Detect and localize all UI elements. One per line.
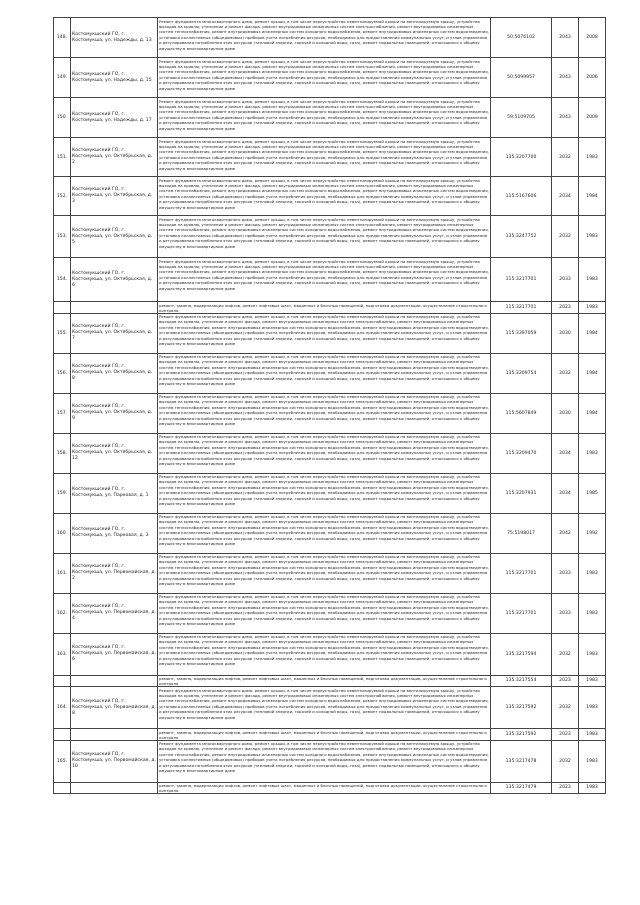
- work-description-cell: [158, 58, 491, 98]
- cadastral-code-cell: 50:5099957: [491, 58, 552, 98]
- work-description-text: Ремонт фундамента многоквартирного дома, ремонт крыши, в том числе переустройство невентилируемой крыши на вентилируемую крышу, устройство выходов на кровлю, утепление и ремонт фасада, ремонт внутридомовых инженерных систем электроснабжения, ремонт внутридомовых инженерных систем теплоснабжения, ремонт внутридомовых инженерных систем холодного водоснабжения, ремонт внутридомовых инженерных систем водоотведения, установка коллективных (общедомовых) приборов учета потребления ресурсов, необходимых для предоставления коммунальных услуг, и узлов управления и регулирования потребления этих ресурсов (тепловой энергии, горячей и холодной воды, газа), ремонт подвальных помещений, относящихся к общему имуществу в многоквартирном доме: [159, 741, 489, 774]
- address-cell: Костомукшский ГО, г. Костомукша, ул. Октябрьская, д. 7: [71, 313, 158, 353]
- planned-year-cell: 2034: [552, 433, 579, 473]
- row-number: 149.: [54, 58, 71, 98]
- build-year-cell: 1983: [579, 433, 606, 473]
- build-year-cell: 1983: [579, 258, 606, 302]
- address-cell: Костомукшский ГО, г. Костомукша, ул. Первомайская, д. 4: [71, 593, 158, 633]
- address-cell: Костомукшский ГО, г. Костомукша, ул. Октябрьская, д. 3: [71, 177, 158, 216]
- table-row: [54, 687, 606, 729]
- build-year-cell: 1984: [579, 393, 606, 433]
- table-row: [54, 782, 606, 794]
- table-row: [54, 177, 606, 216]
- work-description-text: ремонт, замена, модернизация лифтов, ремонт лифтовых шахт, машинных и блочных помещений, подготовка документации, осуществление строительного контроля: [159, 302, 487, 313]
- planned-year-cell: 2023: [552, 302, 579, 314]
- cadastral-code-cell: 115:3217701: [491, 258, 552, 302]
- address-cell: Костомукшский ГО, г. Костомукша, ул. Октябрьская, д. 8: [71, 353, 158, 393]
- work-description-text: Ремонт фундамента многоквартирного дома, ремонт крыши, в том числе переустройство невентилируемой крыши на вентилируемую крышу, устройство выходов на кровлю, утепление и ремонт фасада, ремонт внутридомовых инженерных систем электроснабжения, ремонт внутридомовых инженерных систем теплоснабжения, ремонт внутридомовых инженерных систем холодного водоснабжения, ремонт внутридомовых инженерных систем водоотведения, установка коллективных (общедомовых) приборов учета потребления ресурсов, необходимых для предоставления коммунальных услуг, и узлов управления и регулирования потребления этих ресурсов (тепловой энергии, горячей и холодной воды, газа), ремонт подвальных помещений, относящихся к общему имуществу в многоквартирном доме: [159, 58, 489, 91]
- work-description-cell: [158, 138, 491, 177]
- work-description-cell: [158, 593, 491, 633]
- cadastral-code-cell: 50:5076102: [491, 18, 552, 58]
- row-number: 160.: [54, 513, 71, 553]
- address-cell: [71, 782, 158, 794]
- work-description-text: Ремонт фундамента многоквартирного дома, ремонт крыши, в том числе переустройство невентилируемой крыши на вентилируемую крышу, устройство выходов на кровлю, утепление и ремонт фасада, ремонт внутридомовых инженерных систем электроснабжения, ремонт внутридомовых инженерных систем теплоснабжения, ремонт внутридомовых инженерных систем холодного водоснабжения, ремонт внутридомовых инженерных систем водоотведения, установка коллективных (общедомовых) приборов учета потребления ресурсов, необходимых для предоставления коммунальных услуг, и узлов управления и регулирования потребления этих ресурсов (тепловой энергии, горячей и холодной воды, газа), ремонт подвальных помещений, относящихся к общему имуществу в многоквартирном доме: [159, 434, 489, 467]
- table-row: [54, 675, 606, 687]
- table-row: [54, 353, 606, 393]
- planned-year-cell: 2023: [552, 782, 579, 794]
- work-description-cell: [158, 18, 491, 58]
- address-cell: Костомукшский ГО, г. Костомукша, ул. Парковая, д. 3: [71, 513, 158, 553]
- work-description-text: ремонт, замена, модернизация лифтов, ремонт лифтовых шахт, машинных и блочных помещений, подготовка документации, осуществление строительного контроля: [159, 676, 487, 686]
- build-year-cell: 1983: [579, 729, 606, 741]
- planned-year-cell: 2032: [552, 687, 579, 729]
- work-description-cell: [158, 313, 491, 353]
- work-description-cell: [158, 729, 491, 741]
- work-description-cell: [158, 258, 491, 302]
- planned-year-cell: 2032: [552, 216, 579, 258]
- address-cell: Костомукшский ГО, г. Костомукша, ул. Октябрьская, д. 9: [71, 393, 158, 433]
- address-cell: Костомукшский ГО, г. Костомукша, ул. Октябрьская, д. 12: [71, 433, 158, 473]
- work-description-text: Ремонт фундамента многоквартирного дома, ремонт крыши, в том числе переустройство невентилируемой крыши на вентилируемую крышу, устройство выходов на кровлю, утепление и ремонт фасада, ремонт внутридомовых инженерных систем электроснабжения, ремонт внутридомовых инженерных систем теплоснабжения, ремонт внутридомовых инженерных систем холодного водоснабжения, ремонт внутридомовых инженерных систем водоотведения, установка коллективных (общедомовых) приборов учета потребления ресурсов, необходимых для предоставления коммунальных услуг, и узлов управления и регулирования потребления этих ресурсов (тепловой энергии, горячей и холодной воды, газа), ремонт подвальных помещений, относящихся к общему имуществу в многоквартирном доме: [159, 687, 489, 720]
- cadastral-code-cell: 135:3217479: [491, 782, 552, 794]
- address-cell: Костомукшский ГО, г. Костомукша, ул. Первомайская, д. 8: [71, 687, 158, 729]
- work-description-text: Ремонт фундамента многоквартирного дома, ремонт крыши, в том числе переустройство невентилируемой крыши на вентилируемую крышу, устройство выходов на кровлю, утепление и ремонт фасада, ремонт внутридомовых инженерных систем электроснабжения, ремонт внутридомовых инженерных систем теплоснабжения, ремонт внутридомовых инженерных систем холодного водоснабжения, ремонт внутридомовых инженерных систем водоотведения, установка коллективных (общедомовых) приборов учета потребления ресурсов, необходимых для предоставления коммунальных услуг, и узлов управления и регулирования потребления этих ресурсов (тепловой энергии, горячей и холодной воды, газа), ремонт подвальных помещений, относящихся к общему имуществу в многоквартирном доме: [159, 354, 489, 387]
- table-row: [54, 553, 606, 593]
- work-description-cell: [158, 302, 491, 314]
- build-year-cell: 1983: [579, 553, 606, 593]
- build-year-cell: 1983: [579, 675, 606, 687]
- cadastral-code-cell: 135:3217554: [491, 675, 552, 687]
- work-description-text: ремонт, замена, модернизация лифтов, ремонт лифтовых шахт, машинных и блочных помещений, подготовка документации, осуществление строительного контроля: [159, 783, 487, 793]
- build-year-cell: 1984: [579, 353, 606, 393]
- row-number: 148.: [54, 18, 71, 58]
- address-cell: Костомукшский ГО, г. Костомукша, ул. Первомайская, д. 10: [71, 740, 158, 782]
- table-row: [54, 18, 606, 58]
- work-description-text: Ремонт фундамента многоквартирного дома, ремонт крыши, в том числе переустройство невентилируемой крыши на вентилируемую крышу, устройство выходов на кровлю, утепление и ремонт фасада, ремонт внутридомовых инженерных систем электроснабжения, ремонт внутридомовых инженерных систем теплоснабжения, ремонт внутридомовых инженерных систем холодного водоснабжения, ремонт внутридомовых инженерных систем водоотведения, установка коллективных (общедомовых) приборов учета потребления ресурсов, необходимых для предоставления коммунальных услуг, и узлов управления и регулирования потребления этих ресурсов (тепловой энергии, горячей и холодной воды, газа), ремонт подвальных помещений, относящихся к общему имуществу в многоквартирном доме: [159, 474, 489, 507]
- build-year-cell: 1983: [579, 740, 606, 782]
- work-description-cell: [158, 687, 491, 729]
- address-cell: [71, 675, 158, 687]
- cadastral-code-cell: 135:3207700: [491, 138, 552, 177]
- build-year-cell: 1984: [579, 313, 606, 353]
- work-description-text: Ремонт фундамента многоквартирного дома, ремонт крыши, в том числе переустройство невентилируемой крыши на вентилируемую крышу, устройство выходов на кровлю, утепление и ремонт фасада, ремонт внутридомовых инженерных систем электроснабжения, ремонт внутридомовых инженерных систем теплоснабжения, ремонт внутридомовых инженерных систем холодного водоснабжения, ремонт внутридомовых инженерных систем водоотведения, установка коллективных (общедомовых) приборов учета потребления ресурсов, необходимых для предоставления коммунальных услуг, и узлов управления и регулирования потребления этих ресурсов (тепловой энергии, горячей и холодной воды, газа), ремонт подвальных помещений, относящихся к общему имуществу в многоквартирном доме: [159, 634, 489, 667]
- work-description-text: ремонт, замена, модернизация лифтов, ремонт лифтовых шахт, машинных и блочных помещений, подготовка документации, осуществление строительного контроля: [159, 729, 487, 740]
- row-number: 156.: [54, 353, 71, 393]
- table-row: [54, 740, 606, 782]
- planned-year-cell: 2032: [552, 353, 579, 393]
- build-year-cell: 1984: [579, 177, 606, 216]
- cadastral-code-cell: 115:3217701: [491, 302, 552, 314]
- planned-year-cell: 2043: [552, 98, 579, 138]
- cadastral-code-cell: 135:3217592: [491, 729, 552, 741]
- table-row: [54, 393, 606, 433]
- work-description-text: Ремонт фундамента многоквартирного дома, ремонт крыши, в том числе переустройство невентилируемой крыши на вентилируемую крышу, устройство выходов на кровлю, утепление и ремонт фасада, ремонт внутридомовых инженерных систем электроснабжения, ремонт внутридомовых инженерных систем теплоснабжения, ремонт внутридомовых инженерных систем холодного водоснабжения, ремонт внутридомовых инженерных систем водоотведения, установка коллективных (общедомовых) приборов учета потребления ресурсов, необходимых для предоставления коммунальных услуг, и узлов управления и регулирования потребления этих ресурсов (тепловой энергии, горячей и холодной воды, газа), ремонт подвальных помещений, относящихся к общему имуществу в многоквартирном доме: [159, 258, 489, 291]
- row-number: 155.: [54, 313, 71, 353]
- work-description-text: Ремонт фундамента многоквартирного дома, ремонт крыши, в том числе переустройство невентилируемой крыши на вентилируемую крышу, устройство выходов на кровлю, утепление и ремонт фасада, ремонт внутридомовых инженерных систем электроснабжения, ремонт внутридомовых инженерных систем теплоснабжения, ремонт внутридомовых инженерных систем холодного водоснабжения, ремонт внутридомовых инженерных систем водоотведения, установка коллективных (общедомовых) приборов учета потребления ресурсов, необходимых для предоставления коммунальных услуг, и узлов управления и регулирования потребления этих ресурсов (тепловой энергии, горячей и холодной воды, газа), ремонт подвальных помещений, относящихся к общему имуществу в многоквартирном доме: [159, 138, 489, 171]
- row-number: 162.: [54, 593, 71, 633]
- address-cell: [71, 302, 158, 314]
- row-number: 161.: [54, 553, 71, 593]
- build-year-cell: 1992: [579, 513, 606, 553]
- build-year-cell: 1983: [579, 687, 606, 729]
- planned-year-cell: 2033: [552, 553, 579, 593]
- planned-year-cell: 2030: [552, 393, 579, 433]
- build-year-cell: 1983: [579, 302, 606, 314]
- planned-year-cell: 2023: [552, 675, 579, 687]
- table-row: [54, 58, 606, 98]
- planned-year-cell: 2034: [552, 177, 579, 216]
- address-cell: Костомукшский ГО, г. Костомукша, ул. Октябрьская, д. 2: [71, 138, 158, 177]
- table-row: [54, 593, 606, 633]
- table-row: [54, 98, 606, 138]
- row-number: 158.: [54, 433, 71, 473]
- cadastral-code-cell: 115:3207931: [491, 473, 552, 513]
- work-description-cell: [158, 740, 491, 782]
- planned-year-cell: 2023: [552, 729, 579, 741]
- work-description-cell: [158, 177, 491, 216]
- planned-year-cell: 2043: [552, 58, 579, 98]
- build-year-cell: 1983: [579, 782, 606, 794]
- table-body: [54, 18, 606, 794]
- work-description-text: Ремонт фундамента многоквартирного дома, ремонт крыши, в том числе переустройство невентилируемой крыши на вентилируемую крышу, устройство выходов на кровлю, утепление и ремонт фасада, ремонт внутридомовых инженерных систем электроснабжения, ремонт внутридомовых инженерных систем теплоснабжения, ремонт внутридомовых инженерных систем холодного водоснабжения, ремонт внутридомовых инженерных систем водоотведения, установка коллективных (общедомовых) приборов учета потребления ресурсов, необходимых для предоставления коммунальных услуг, и узлов управления и регулирования потребления этих ресурсов (тепловой энергии, горячей и холодной воды, газа), ремонт подвальных помещений, относящихся к общему имуществу в многоквартирном доме: [159, 594, 489, 627]
- work-description-cell: [158, 98, 491, 138]
- table-row: [54, 513, 606, 553]
- cadastral-code-cell: 115:3397059: [491, 313, 552, 353]
- address-cell: [71, 729, 158, 741]
- planned-year-cell: 2033: [552, 593, 579, 633]
- row-number: 157.: [54, 393, 71, 433]
- planned-year-cell: 2042: [552, 513, 579, 553]
- address-cell: Костомукшский ГО, г. Костомукша, ул. Надежды, д. 17: [71, 98, 158, 138]
- row-number: 153.: [54, 216, 71, 258]
- row-number: 154.: [54, 258, 71, 302]
- planned-year-cell: 2030: [552, 313, 579, 353]
- cadastral-code-cell: 115:5167606: [491, 177, 552, 216]
- build-year-cell: 1985: [579, 473, 606, 513]
- table-row: [54, 473, 606, 513]
- planned-year-cell: 2034: [552, 473, 579, 513]
- row-number: 163.: [54, 633, 71, 675]
- work-description-cell: [158, 633, 491, 675]
- build-year-cell: 1983: [579, 593, 606, 633]
- document-sheet: [53, 17, 606, 794]
- build-year-cell: 1983: [579, 216, 606, 258]
- build-year-cell: 1983: [579, 138, 606, 177]
- row-number: [54, 675, 71, 687]
- build-year-cell: 2008: [579, 18, 606, 58]
- planned-year-cell: 2032: [552, 138, 579, 177]
- planned-year-cell: 2032: [552, 740, 579, 782]
- table-row: [54, 216, 606, 258]
- work-description-cell: [158, 433, 491, 473]
- build-year-cell: 1983: [579, 633, 606, 675]
- table-row: [54, 302, 606, 314]
- cadastral-code-cell: 135:3217594: [491, 633, 552, 675]
- cadastral-code-cell: 115:3209470: [491, 433, 552, 473]
- table-row: [54, 258, 606, 302]
- work-description-cell: [158, 216, 491, 258]
- cadastral-code-cell: 135:3217592: [491, 687, 552, 729]
- work-description-text: Ремонт фундамента многоквартирного дома, ремонт крыши, в том числе переустройство невентилируемой крыши на вентилируемую крышу, устройство выходов на кровлю, утепление и ремонт фасада, ремонт внутридомовых инженерных систем электроснабжения, ремонт внутридомовых инженерных систем теплоснабжения, ремонт внутридомовых инженерных систем холодного водоснабжения, ремонт внутридомовых инженерных систем водоотведения, установка коллективных (общедомовых) приборов учета потребления ресурсов, необходимых для предоставления коммунальных услуг, и узлов управления и регулирования потребления этих ресурсов (тепловой энергии, горячей и холодной воды, газа), ремонт подвальных помещений, относящихся к общему имуществу в многоквартирном доме: [159, 314, 489, 347]
- cadastral-code-cell: 135:3209754: [491, 353, 552, 393]
- cadastral-code-cell: 75:5198017: [491, 513, 552, 553]
- row-number: 152.: [54, 177, 71, 216]
- cadastral-code-cell: 135:3217478: [491, 740, 552, 782]
- row-number: [54, 729, 71, 741]
- work-description-text: Ремонт фундамента многоквартирного дома, ремонт крыши, в том числе переустройство невентилируемой крыши на вентилируемую крышу, устройство выходов на кровлю, утепление и ремонт фасада, ремонт внутридомовых инженерных систем электроснабжения, ремонт внутридомовых инженерных систем теплоснабжения, ремонт внутридомовых инженерных систем холодного водоснабжения, ремонт внутридомовых инженерных систем водоотведения, установка коллективных (общедомовых) приборов учета потребления ресурсов, необходимых для предоставления коммунальных услуг, и узлов управления и регулирования потребления этих ресурсов (тепловой энергии, горячей и холодной воды, газа), ремонт подвальных помещений, относящихся к общему имуществу в многоквартирном доме: [159, 177, 489, 210]
- address-cell: Костомукшский ГО, г. Костомукша, ул. Октябрьская, д. 5: [71, 216, 158, 258]
- work-description-cell: [158, 393, 491, 433]
- work-description-cell: [158, 782, 491, 794]
- cadastral-code-cell: 115:3217701: [491, 553, 552, 593]
- address-cell: Костомукшский ГО, г. Костомукша, ул. Октябрьская, д. 6: [71, 258, 158, 302]
- cadastral-code-cell: 135:3247752: [491, 216, 552, 258]
- table-row: [54, 313, 606, 353]
- address-cell: Костомукшский ГО, г. Костомукша, ул. Парковая, д. 1: [71, 473, 158, 513]
- row-number: 165.: [54, 740, 71, 782]
- table-row: [54, 138, 606, 177]
- address-cell: Костомукшский ГО, г. Костомукша, ул. Первомайская, д. 2: [71, 553, 158, 593]
- row-number: 150.: [54, 98, 71, 138]
- cadastral-code-cell: 59:5109705: [491, 98, 552, 138]
- row-number: 159.: [54, 473, 71, 513]
- repair-schedule-table: [53, 17, 606, 794]
- address-cell: Костомукшский ГО, г. Костомукша, ул. Первомайская, д. 6: [71, 633, 158, 675]
- work-description-text: Ремонт фундамента многоквартирного дома, ремонт крыши, в том числе переустройство невентилируемой крыши на вентилируемую крышу, устройство выходов на кровлю, утепление и ремонт фасада, ремонт внутридомовых инженерных систем электроснабжения, ремонт внутридомовых инженерных систем теплоснабжения, ремонт внутридомовых инженерных систем холодного водоснабжения, ремонт внутридомовых инженерных систем водоотведения, установка коллективных (общедомовых) приборов учета потребления ресурсов, необходимых для предоставления коммунальных услуг, и узлов управления и регулирования потребления этих ресурсов (тепловой энергии, горячей и холодной воды, газа), ремонт подвальных помещений, относящихся к общему имуществу в многоквартирном доме: [159, 554, 489, 587]
- row-number: 164.: [54, 687, 71, 729]
- work-description-text: Ремонт фундамента многоквартирного дома, ремонт крыши, в том числе переустройство невентилируемой крыши на вентилируемую крышу, устройство выходов на кровлю, утепление и ремонт фасада, ремонт внутридомовых инженерных систем электроснабжения, ремонт внутридомовых инженерных систем теплоснабжения, ремонт внутридомовых инженерных систем холодного водоснабжения, ремонт внутридомовых инженерных систем водоотведения, установка коллективных (общедомовых) приборов учета потребления ресурсов, необходимых для предоставления коммунальных услуг, и узлов управления и регулирования потребления этих ресурсов (тепловой энергии, горячей и холодной воды, газа), ремонт подвальных помещений, относящихся к общему имуществу в многоквартирном доме: [159, 98, 489, 131]
- work-description-cell: [158, 675, 491, 687]
- planned-year-cell: 2043: [552, 18, 579, 58]
- work-description-cell: [158, 353, 491, 393]
- table-row: [54, 633, 606, 675]
- work-description-text: Ремонт фундамента многоквартирного дома, ремонт крыши, в том числе переустройство невентилируемой крыши на вентилируемую крышу, устройство выходов на кровлю, утепление и ремонт фасада, ремонт внутридомовых инженерных систем электроснабжения, ремонт внутридомовых инженерных систем теплоснабжения, ремонт внутридомовых инженерных систем холодного водоснабжения, ремонт внутридомовых инженерных систем водоотведения, установка коллективных (общедомовых) приборов учета потребления ресурсов, необходимых для предоставления коммунальных услуг, и узлов управления и регулирования потребления этих ресурсов (тепловой энергии, горячей и холодной воды, газа), ремонт подвальных помещений, относящихся к общему имуществу в многоквартирном доме: [159, 216, 489, 249]
- work-description-cell: [158, 473, 491, 513]
- row-number: [54, 302, 71, 314]
- work-description-text: Ремонт фундамента многоквартирного дома, ремонт крыши, в том числе переустройство невентилируемой крыши на вентилируемую крышу, устройство выходов на кровлю, утепление и ремонт фасада, ремонт внутридомовых инженерных систем электроснабжения, ремонт внутридомовых инженерных систем теплоснабжения, ремонт внутридомовых инженерных систем холодного водоснабжения, ремонт внутридомовых инженерных систем водоотведения, установка коллективных (общедомовых) приборов учета потребления ресурсов, необходимых для предоставления коммунальных услуг, и узлов управления и регулирования потребления этих ресурсов (тепловой энергии, горячей и холодной воды, газа), ремонт подвальных помещений, относящихся к общему имуществу в многоквартирном доме: [159, 18, 489, 51]
- cadastral-code-cell: 115:5607849: [491, 393, 552, 433]
- planned-year-cell: 2032: [552, 633, 579, 675]
- work-description-text: Ремонт фундамента многоквартирного дома, ремонт крыши, в том числе переустройство невентилируемой крыши на вентилируемую крышу, устройство выходов на кровлю, утепление и ремонт фасада, ремонт внутридомовых инженерных систем электроснабжения, ремонт внутридомовых инженерных систем теплоснабжения, ремонт внутридомовых инженерных систем холодного водоснабжения, ремонт внутридомовых инженерных систем водоотведения, установка коллективных (общедомовых) приборов учета потребления ресурсов, необходимых для предоставления коммунальных услуг, и узлов управления и регулирования потребления этих ресурсов (тепловой энергии, горячей и холодной воды, газа), ремонт подвальных помещений, относящихся к общему имуществу в многоквартирном доме: [159, 514, 489, 547]
- row-number: 151.: [54, 138, 71, 177]
- work-description-cell: [158, 553, 491, 593]
- work-description-cell: [158, 513, 491, 553]
- table-row: [54, 729, 606, 741]
- build-year-cell: 2009: [579, 98, 606, 138]
- build-year-cell: 2006: [579, 58, 606, 98]
- address-cell: Костомукшский ГО, г. Костомукша, ул. Надежды, д. 15: [71, 58, 158, 98]
- work-description-text: Ремонт фундамента многоквартирного дома, ремонт крыши, в том числе переустройство невентилируемой крыши на вентилируемую крышу, устройство выходов на кровлю, утепление и ремонт фасада, ремонт внутридомовых инженерных систем электроснабжения, ремонт внутридомовых инженерных систем теплоснабжения, ремонт внутридомовых инженерных систем холодного водоснабжения, ремонт внутридомовых инженерных систем водоотведения, установка коллективных (общедомовых) приборов учета потребления ресурсов, необходимых для предоставления коммунальных услуг, и узлов управления и регулирования потребления этих ресурсов (тепловой энергии, горячей и холодной воды, газа), ремонт подвальных помещений, относящихся к общему имуществу в многоквартирном доме: [159, 394, 489, 427]
- planned-year-cell: 2033: [552, 258, 579, 302]
- table-row: [54, 433, 606, 473]
- address-cell: Костомукшский ГО, г. Костомукша, ул. Надежды, д. 13: [71, 18, 158, 58]
- cadastral-code-cell: 115:3217701: [491, 593, 552, 633]
- row-number: [54, 782, 71, 794]
